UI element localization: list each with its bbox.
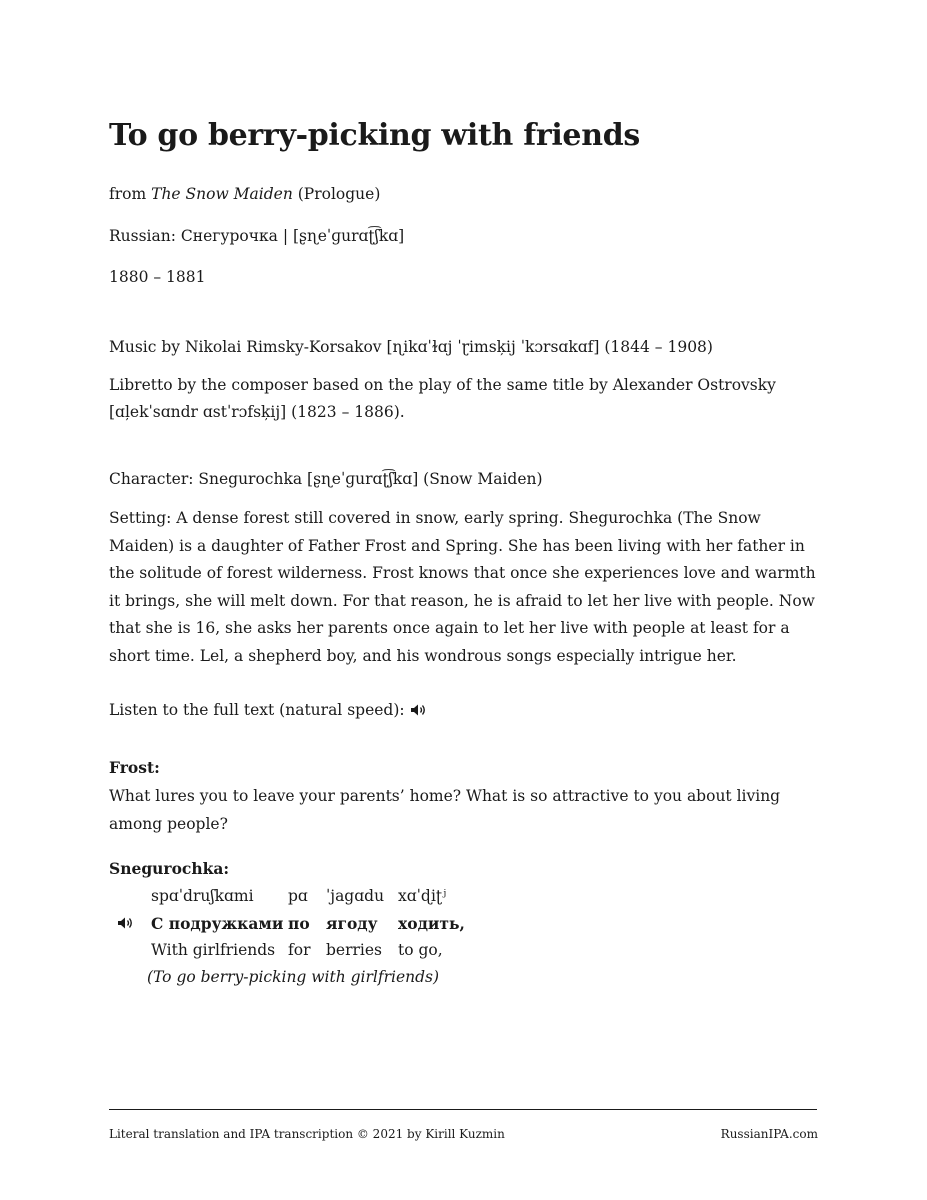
- cyrillic-word: ягоду: [326, 914, 378, 933]
- ipa-word: pɑ: [288, 887, 308, 905]
- source-line: [109, 181, 380, 208]
- ipa-word: ˈjagɑdu: [326, 887, 385, 905]
- ipa-word: xɑˈɖiʈʲ: [398, 887, 447, 905]
- english-word: to go,: [398, 941, 443, 959]
- speaker-icon[interactable]: [410, 703, 428, 717]
- libretto-credit-line1: Libretto by the composer based on the play of the same title by Alexander Ostrovsky: [109, 376, 776, 394]
- footer-site-link[interactable]: RussianIPA.com: [720, 1127, 818, 1141]
- snegurochka-speaker: Snegurochka:: [109, 859, 230, 878]
- speaker-icon[interactable]: [117, 916, 135, 930]
- line-translation: (To go berry-picking with girlfriends): [147, 968, 440, 986]
- libretto-credit-line2: [ɑļekˈsɑndr ɑstˈrɔfsķij] (1823 – 1886).: [109, 403, 405, 421]
- music-credit: Music by Nikolai Rimsky-Korsakov [ɳikɑˈɫɑj ˈɽimsķij ˈkɔrsɑkɑf] (1844 – 1908): [109, 338, 713, 356]
- english-word: With girlfriends: [151, 941, 276, 959]
- cyrillic-word: ходить,: [398, 914, 465, 933]
- ipa-word: spɑˈdruʃkɑmi: [151, 887, 254, 905]
- page-title: To go berry-picking with friends: [109, 118, 640, 153]
- english-word: for: [288, 941, 311, 959]
- footer-divider: [109, 1109, 817, 1110]
- years-line: 1880 – 1881: [109, 268, 206, 286]
- source-suffix: (Prologue): [292, 185, 381, 203]
- russian-title-line: Russian: Снегурочка | [ʂɳeˈɡurɑʈ͡ʃkɑ]: [109, 227, 405, 245]
- footer-copyright: Literal translation and IPA transcription © 2021 by Kirill Kuzmin: [109, 1127, 505, 1141]
- english-word: berries: [326, 941, 382, 959]
- source-prefix: from: [109, 185, 152, 203]
- cyrillic-word: по: [288, 914, 310, 933]
- source-work: The Snow Maiden: [151, 185, 293, 203]
- cyrillic-word: С подружками: [151, 914, 284, 933]
- frost-speaker: Frost:: [109, 758, 160, 777]
- character-line: Character: Snegurochka [ʂɳeˈɡurɑʈ͡ʃkɑ] (Snow Maiden): [109, 470, 543, 488]
- listen-line: [109, 697, 428, 724]
- frost-line: What lures you to leave your parents’ home? What is so attractive to you about living among people?: [109, 787, 781, 833]
- listen-label: Listen to the full text (natural speed):: [109, 701, 405, 719]
- setting-paragraph: Setting: A dense forest still covered in snow, early spring. Shegurochka (The Snow Maiden) is a daughter of Father Frost and Spring. She has been living with her father in the solitude of forest wilderness. Frost knows that once she experiences love and warmth it brings, she will melt down. For that reason, he is afraid to let her live with people. Now that she is 16, she asks her parents once again to let her live with people at least for a short time. Lel, a shepherd boy, and his wondrous songs especially intrigue her.: [109, 509, 816, 665]
